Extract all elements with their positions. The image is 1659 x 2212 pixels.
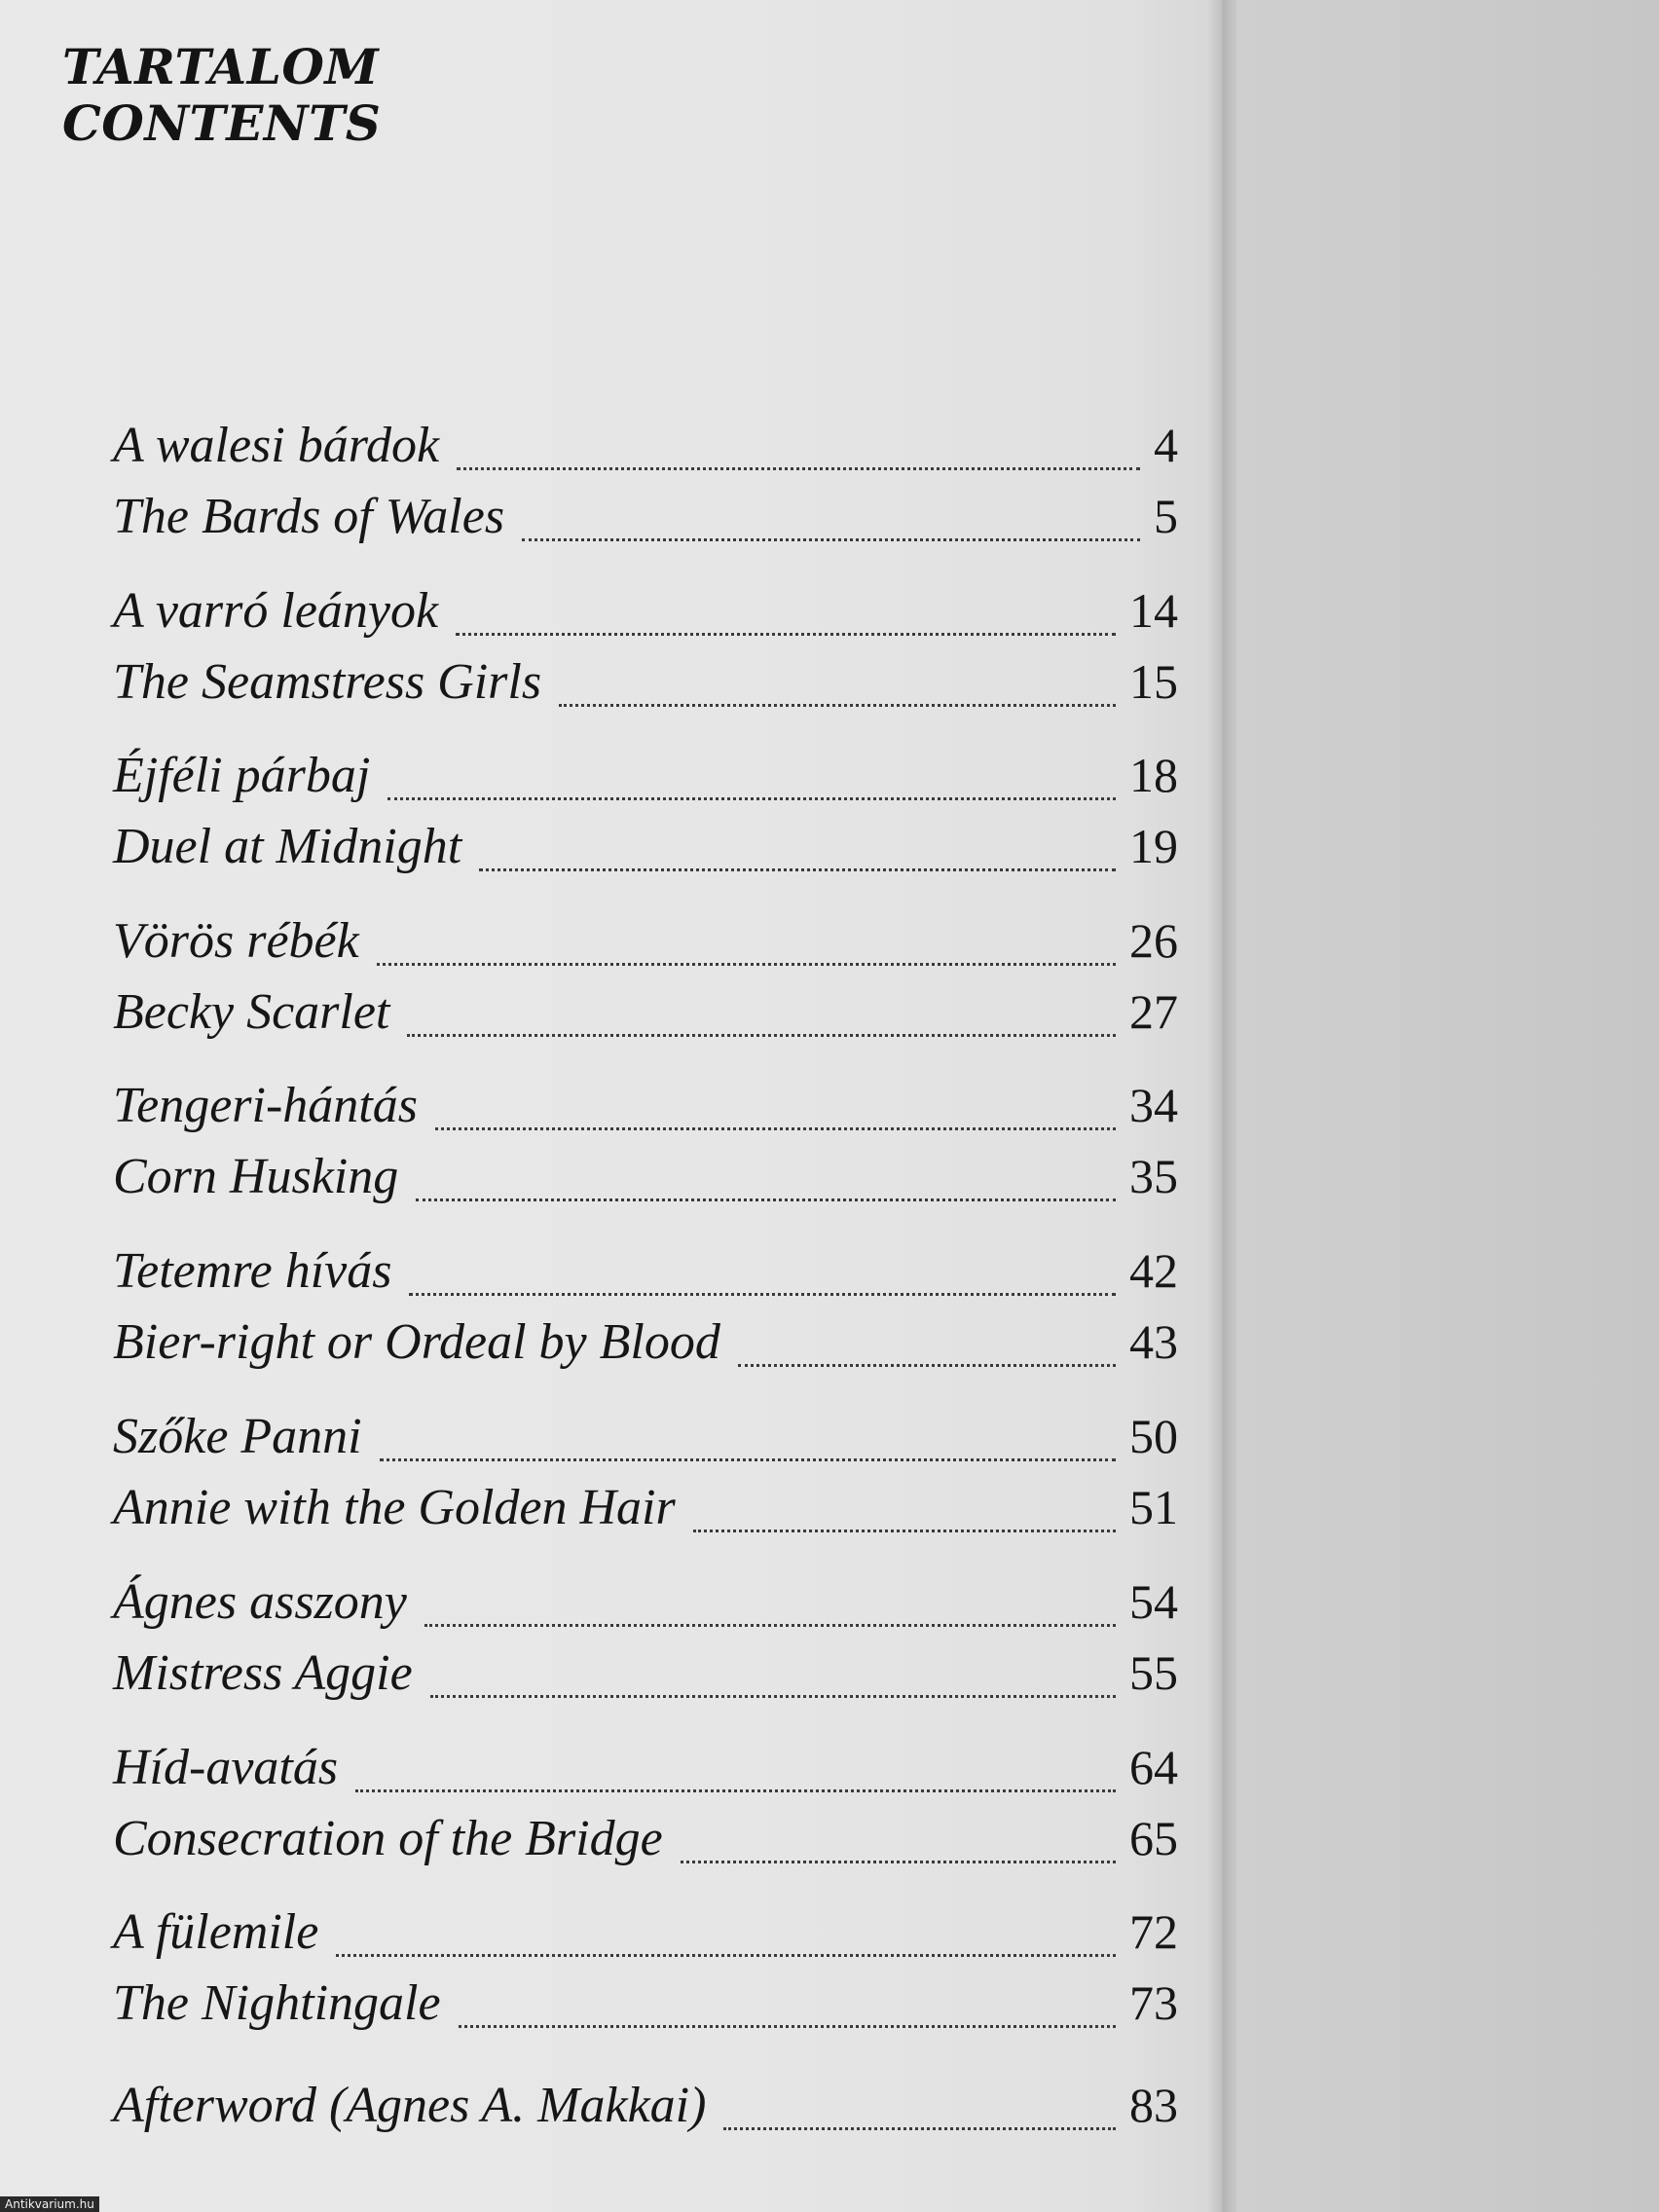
heading-hungarian: TARTALOM <box>62 38 380 95</box>
toc-entry <box>113 982 1178 1041</box>
toc-entry <box>113 1241 1178 1300</box>
toc-entry <box>113 1147 1178 1205</box>
toc-entry-page: 73 <box>1129 1975 1178 2030</box>
toc-entry-title: Éjféli párbaj <box>113 748 371 803</box>
dot-leader <box>416 1193 1116 1201</box>
toc-entry-title: The Nightingale <box>113 1975 441 2031</box>
toc-entry <box>113 1478 1178 1536</box>
watermark-label: Antikvarium.hu <box>0 2196 99 2212</box>
toc-entry <box>113 1407 1178 1465</box>
toc-entry <box>113 911 1178 970</box>
toc-entry <box>113 1809 1178 1867</box>
toc-entry-page: 5 <box>1154 489 1178 543</box>
toc-entry <box>113 1572 1178 1631</box>
toc-entry-page: 83 <box>1129 2078 1178 2132</box>
toc-entry <box>113 487 1178 545</box>
toc-entry <box>113 1312 1178 1371</box>
toc-entry <box>113 1076 1178 1134</box>
toc-entry-title: A varró leányok <box>113 583 439 639</box>
toc-entry-page: 14 <box>1129 583 1178 638</box>
dot-leader <box>681 1855 1116 1863</box>
toc-entry <box>113 1902 1178 1961</box>
dot-leader <box>479 863 1116 871</box>
toc-entry-page: 43 <box>1129 1314 1178 1369</box>
toc-entry <box>113 652 1178 711</box>
dot-leader <box>387 792 1116 800</box>
toc-entry-title: Consecration of the Bridge <box>113 1811 663 1866</box>
toc-entry-title: Híd-avatás <box>113 1740 339 1795</box>
toc-entry-title: The Seamstress Girls <box>113 654 542 710</box>
dot-leader <box>407 1028 1116 1037</box>
dot-leader <box>435 1122 1116 1130</box>
toc-entry <box>113 1643 1178 1702</box>
toc-entry <box>113 817 1178 875</box>
toc-entry <box>113 416 1178 474</box>
toc-entry <box>113 746 1178 804</box>
toc-entry-page: 54 <box>1129 1574 1178 1629</box>
toc-entry-page: 15 <box>1129 654 1178 709</box>
toc-entry-page: 50 <box>1129 1409 1178 1463</box>
dot-leader <box>424 1618 1116 1627</box>
toc-entry <box>113 1738 1178 1796</box>
toc-entry-page: 42 <box>1129 1243 1178 1298</box>
toc-entry-title: Afterword (Agnes A. Makkai) <box>113 2078 707 2133</box>
dot-leader <box>457 461 1140 470</box>
dot-leader <box>723 2121 1116 2130</box>
toc-entry-title: The Bards of Wales <box>113 489 505 544</box>
toc-entry-title: A walesi bárdok <box>113 418 440 473</box>
toc-entry-page: 27 <box>1129 984 1178 1039</box>
toc-entry-page: 72 <box>1129 1904 1178 1959</box>
toc-entry-page: 51 <box>1129 1480 1178 1534</box>
toc-entry-title: Annie with the Golden Hair <box>113 1480 676 1535</box>
toc-entry-title: Szőke Panni <box>113 1409 362 1464</box>
toc-entry <box>113 2076 1178 2134</box>
toc-entry-title: Duel at Midnight <box>113 819 462 874</box>
toc-entry-page: 4 <box>1154 418 1178 472</box>
dot-leader <box>693 1524 1116 1532</box>
toc-entry-title: Ágnes asszony <box>113 1574 407 1630</box>
toc-entry-page: 35 <box>1129 1149 1178 1203</box>
dot-leader <box>559 698 1116 707</box>
toc-entry-title: Corn Husking <box>113 1149 399 1204</box>
dot-leader <box>355 1784 1116 1792</box>
toc-entry-title: Mistress Aggie <box>113 1645 413 1701</box>
toc-entry-page: 65 <box>1129 1811 1178 1865</box>
dot-leader <box>380 1453 1116 1461</box>
toc-entry-page: 18 <box>1129 748 1178 802</box>
toc-entry-page: 19 <box>1129 819 1178 873</box>
dot-leader <box>459 2019 1116 2028</box>
toc-entry-title: A fülemile <box>113 1904 319 1960</box>
toc-entry-title: Bier-right or Ordeal by Blood <box>113 1314 720 1370</box>
toc-entry <box>113 1973 1178 2032</box>
toc-entry-title: Tetemre hívás <box>113 1243 392 1299</box>
dot-leader <box>738 1358 1116 1367</box>
toc-entry-page: 64 <box>1129 1740 1178 1794</box>
table-of-contents <box>113 0 1178 2212</box>
dot-leader <box>377 957 1116 966</box>
background-surface <box>1236 0 1659 2212</box>
toc-entry-title: Tengeri-hántás <box>113 1078 418 1133</box>
toc-entry <box>113 581 1178 640</box>
dot-leader <box>409 1287 1116 1296</box>
dot-leader <box>336 1948 1116 1957</box>
dot-leader <box>522 533 1140 541</box>
toc-entry-title: Vörös rébék <box>113 913 359 969</box>
page-gutter-shadow <box>1207 0 1236 2212</box>
dot-leader <box>430 1689 1116 1698</box>
toc-entry-page: 34 <box>1129 1078 1178 1132</box>
toc-entry-title: Becky Scarlet <box>113 984 390 1040</box>
dot-leader <box>456 627 1116 636</box>
toc-entry-page: 26 <box>1129 913 1178 968</box>
heading-english: CONTENTS <box>62 94 382 152</box>
toc-entry-page: 55 <box>1129 1645 1178 1700</box>
